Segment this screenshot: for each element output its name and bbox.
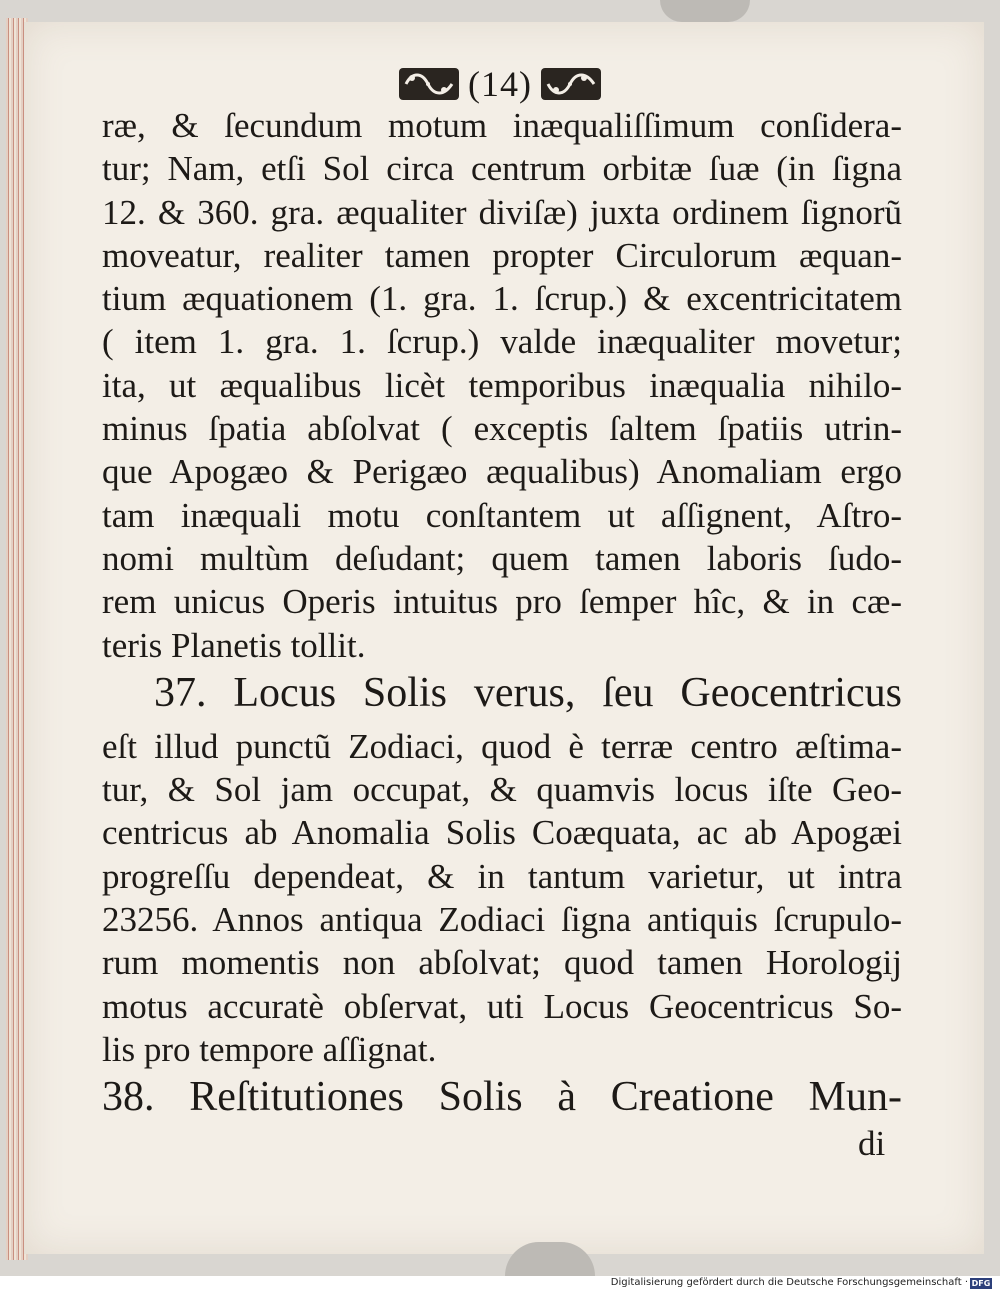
text-line: ræ, & ſecundum motum inæqualiſſimum conſidera-	[102, 106, 902, 145]
text-line: rem unicus Operis intuitus pro ſemper hîc, & in cæ-	[102, 582, 902, 622]
text-line: tur, & Sol jam occupat, & quamvis locus iſte Geo-	[102, 770, 902, 810]
text-line: lis pro tempore aſſignat.	[102, 1029, 437, 1069]
paragraph-37	[102, 725, 902, 1071]
text-line: moveatur, realiter tamen propter Circulorum æquan-	[102, 235, 902, 275]
section-heading-38: 38. Reſtitutiones Solis à Creatione Mun-	[102, 1074, 902, 1121]
text-line: rum momentis non abſolvat; quod tamen Horologij	[102, 943, 902, 983]
text-line: nomi multùm deſudant; quem tamen laboris ſudo-	[102, 538, 902, 578]
text-line: eſt illud punctũ Zodiaci, quod è terræ centro æſtima-	[102, 726, 902, 766]
right-ornament-icon	[540, 64, 602, 104]
text-line: tur; Nam, etſi Sol circa centrum orbitæ ſuæ (in ſigna	[102, 149, 902, 189]
text-line: ita, ut æqualibus licèt temporibus inæqualia nihilo-	[102, 365, 902, 405]
page-number: (14)	[468, 64, 532, 104]
text-line: ( item 1. gra. 1. ſcrup.) valde inæqualiter movetur;	[102, 322, 902, 362]
text-line: centricus ab Anomalia Solis Coæquata, ac ab Apogæi	[102, 813, 902, 853]
dfg-logo-icon: DFG	[971, 1279, 991, 1288]
text-line: teris Planetis tollit.	[102, 625, 366, 665]
paragraph-continuation	[102, 104, 902, 667]
top-clip	[660, 0, 750, 22]
text-line: progreſſu dependeat, & in tantum varietur, ut intra	[102, 856, 902, 896]
page-text	[102, 104, 902, 1129]
text-line: minus ſpatia abſolvat ( exceptis ſaltem ſpatiis utrin-	[102, 409, 902, 449]
text-line: motus accuratè obſervat, uti Locus Geocentricus So-	[102, 986, 902, 1026]
text-line: 23256. Annos antiqua Zodiaci ſigna antiquis ſcrupulo-	[102, 900, 902, 940]
section-heading-37: 37. Locus Solis verus, ſeu Geocentricus	[154, 669, 902, 716]
left-ornament-icon	[398, 64, 460, 104]
footer-credit: Digitalisierung gefördert durch die Deutsche Forschungsgemeinschaft ·	[610, 1277, 968, 1288]
text-line: 12. & 360. gra. æqualiter diviſæ) juxta ordinem ſignorũ	[102, 192, 902, 232]
text-line: tam inæquali motu conſtantem ut aſſignent, Aſtro-	[102, 495, 902, 535]
text-line: tium æquationem (1. gra. 1. ſcrup.) & excentricitatem	[102, 279, 902, 319]
catchword: di	[858, 1124, 886, 1163]
text-line: que Apogæo & Perigæo æqualibus) Anomaliam ergo	[102, 452, 902, 492]
